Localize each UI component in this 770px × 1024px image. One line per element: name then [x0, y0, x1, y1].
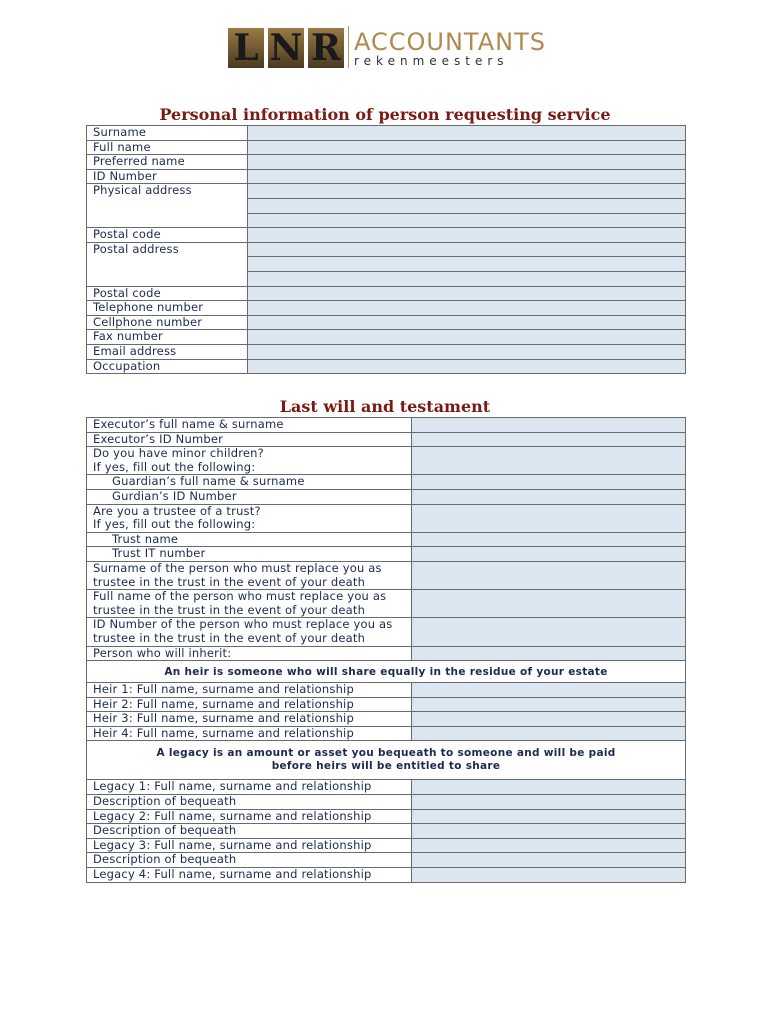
- table-row: [87, 489, 686, 504]
- company-logo: [226, 24, 546, 70]
- guardian-id-field[interactable]: [412, 489, 686, 504]
- field-label: Physical address: [87, 184, 248, 228]
- field-label: Heir 3: Full name, surname and relationship: [87, 712, 412, 727]
- table-row: [87, 683, 686, 698]
- table-row: [87, 561, 686, 589]
- table-row: [87, 475, 686, 490]
- field-label: Postal code: [87, 228, 248, 243]
- trustee-followup: If yes, fill out the following:: [93, 517, 256, 532]
- surname-field[interactable]: [248, 126, 686, 141]
- postal-code-field[interactable]: [248, 286, 686, 301]
- table-row: [87, 359, 686, 374]
- table-row: [87, 286, 686, 301]
- executor-id-field[interactable]: [412, 432, 686, 447]
- table-row: [87, 228, 686, 243]
- field-label: Legacy 1: Full name, surname and relationship: [87, 780, 412, 795]
- legacy-1-description-field[interactable]: [412, 795, 686, 810]
- field-label: Full name of the person who must replace you as trustee in the trust in the event of your death: [87, 590, 412, 618]
- heir-note-text: An heir is someone who will share equally in the residue of your estate: [164, 666, 608, 679]
- table-row: [87, 155, 686, 170]
- inherit-field[interactable]: [412, 646, 686, 661]
- logo-letter-r: R: [308, 28, 344, 68]
- table-row: [87, 853, 686, 868]
- field-label: Guardian’s full name & surname: [87, 475, 412, 490]
- field-label: Trust IT number: [87, 547, 412, 562]
- field-label: Heir 2: Full name, surname and relationship: [87, 697, 412, 712]
- field-label: Email address: [87, 344, 248, 359]
- field-label: Preferred name: [87, 155, 248, 170]
- table-row: [87, 418, 686, 433]
- field-label: Heir 1: Full name, surname and relationship: [87, 683, 412, 698]
- table-row: [87, 646, 686, 661]
- table-row: [87, 504, 686, 532]
- section-title-last-will: Last will and testament: [279, 397, 491, 416]
- field-label: Postal address: [87, 242, 248, 286]
- table-row: [87, 126, 686, 141]
- cellphone-field[interactable]: [248, 315, 686, 330]
- legacy-2-description-field[interactable]: [412, 824, 686, 839]
- replacement-surname-field[interactable]: [412, 561, 686, 589]
- legacy-1-field[interactable]: [412, 780, 686, 795]
- field-label: Description of bequeath: [87, 795, 412, 810]
- field-label: Telephone number: [87, 301, 248, 316]
- legacy-2-field[interactable]: [412, 809, 686, 824]
- field-label: ID Number of the person who must replace you as trustee in the trust in the event of your death: [87, 618, 412, 646]
- logo-subtitle: rekenmeesters: [354, 54, 509, 68]
- minor-children-followup: If yes, fill out the following:: [93, 459, 256, 474]
- postal-address-line-3[interactable]: [248, 271, 686, 286]
- heir-1-field[interactable]: [412, 683, 686, 698]
- heir-3-field[interactable]: [412, 712, 686, 727]
- email-field[interactable]: [248, 344, 686, 359]
- table-row: [87, 741, 686, 780]
- legacy-3-description-field[interactable]: [412, 853, 686, 868]
- field-label: Surname: [87, 126, 248, 141]
- heir-note: [87, 661, 686, 683]
- table-row: [87, 344, 686, 359]
- minor-children-question: Do you have minor children?: [93, 446, 264, 461]
- table-row: [87, 301, 686, 316]
- field-label: Legacy 2: Full name, surname and relationship: [87, 809, 412, 824]
- table-row: [87, 697, 686, 712]
- occupation-field[interactable]: [248, 359, 686, 374]
- logo-letter-n: N: [269, 27, 303, 69]
- logo-title: ACCOUNTANTS: [354, 28, 546, 56]
- executor-name-field[interactable]: [412, 418, 686, 433]
- trustee-field[interactable]: [412, 504, 686, 532]
- table-row: [87, 242, 686, 257]
- table-row: [87, 661, 686, 683]
- table-row: [87, 432, 686, 447]
- table-row: [87, 169, 686, 184]
- field-label: Executor’s ID Number: [87, 432, 412, 447]
- table-row: [87, 532, 686, 547]
- field-label: Full name: [87, 140, 248, 155]
- field-label: Legacy 4: Full name, surname and relationship: [87, 868, 412, 883]
- replacement-fullname-field[interactable]: [412, 590, 686, 618]
- table-row: [87, 184, 686, 199]
- table-row: [87, 547, 686, 562]
- last-will-table: [86, 417, 686, 883]
- table-row: [87, 330, 686, 345]
- table-row: [87, 868, 686, 883]
- postal-address-line-1[interactable]: [248, 242, 686, 257]
- field-label: Gurdian’s ID Number: [87, 489, 412, 504]
- legacy-note: [87, 741, 686, 780]
- preferred-name-field[interactable]: [248, 155, 686, 170]
- table-row: [87, 315, 686, 330]
- physical-address-line-1[interactable]: [248, 184, 686, 199]
- trust-it-field[interactable]: [412, 547, 686, 562]
- postal-address-line-2[interactable]: [248, 257, 686, 272]
- personal-info-table: [86, 125, 686, 374]
- section-title-personal-info: Personal information of person requesting service: [159, 105, 611, 124]
- field-label: ID Number: [87, 169, 248, 184]
- field-label: [87, 504, 412, 532]
- legacy-4-field[interactable]: [412, 868, 686, 883]
- trust-name-field[interactable]: [412, 532, 686, 547]
- telephone-field[interactable]: [248, 301, 686, 316]
- heir-4-field[interactable]: [412, 726, 686, 741]
- field-label: Trust name: [87, 532, 412, 547]
- id-number-field[interactable]: [248, 169, 686, 184]
- field-label: Heir 4: Full name, surname and relationship: [87, 726, 412, 741]
- field-label: Surname of the person who must replace you as trustee in the trust in the event of your death: [87, 561, 412, 589]
- minor-children-field[interactable]: [412, 447, 686, 475]
- table-row: [87, 726, 686, 741]
- fax-field[interactable]: [248, 330, 686, 345]
- table-row: [87, 809, 686, 824]
- full-name-field[interactable]: [248, 140, 686, 155]
- guardian-name-field[interactable]: [412, 475, 686, 490]
- field-label: Executor’s full name & surname: [87, 418, 412, 433]
- field-label: Legacy 3: Full name, surname and relationship: [87, 838, 412, 853]
- legacy-note-text: A legacy is an amount or asset you bequeath to someone and will be paid before heirs will be entitled to share: [156, 747, 616, 773]
- table-row: [87, 838, 686, 853]
- heir-2-field[interactable]: [412, 697, 686, 712]
- logo-letter-l: L: [228, 28, 264, 68]
- field-label: Occupation: [87, 359, 248, 374]
- table-row: [87, 824, 686, 839]
- table-row: [87, 140, 686, 155]
- field-label: Cellphone number: [87, 315, 248, 330]
- field-label: Fax number: [87, 330, 248, 345]
- table-row: [87, 795, 686, 810]
- field-label: Description of bequeath: [87, 824, 412, 839]
- header-fine-print-line: [226, 78, 524, 82]
- table-row: [87, 780, 686, 795]
- field-label: [87, 447, 412, 475]
- table-row: [87, 618, 686, 646]
- physical-postal-code-field[interactable]: [248, 228, 686, 243]
- table-row: [87, 712, 686, 727]
- field-label: Description of bequeath: [87, 853, 412, 868]
- table-row: [87, 447, 686, 475]
- table-row: [87, 590, 686, 618]
- trustee-question: Are you a trustee of a trust?: [93, 503, 261, 518]
- physical-address-line-2[interactable]: [248, 198, 686, 213]
- replacement-id-field[interactable]: [412, 618, 686, 646]
- field-label: Postal code: [87, 286, 248, 301]
- field-label: Person who will inherit:: [87, 646, 412, 661]
- legacy-3-field[interactable]: [412, 838, 686, 853]
- physical-address-line-3[interactable]: [248, 213, 686, 228]
- logo-divider: [348, 26, 349, 68]
